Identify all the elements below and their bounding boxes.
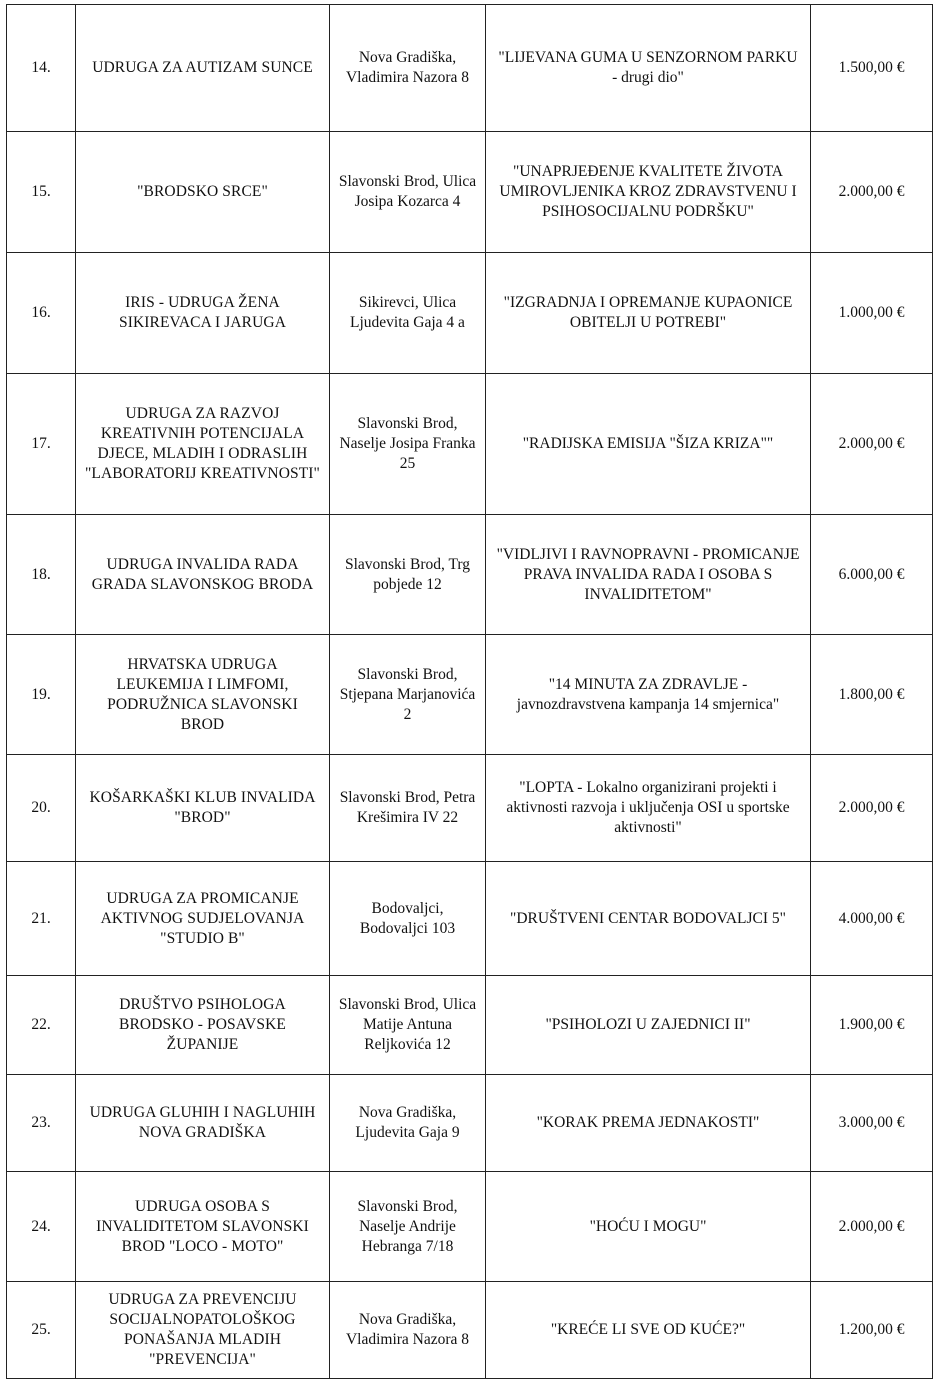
row-number: 16. [7, 253, 76, 374]
project-title: "DRUŠTVENI CENTAR BODOVALJCI 5" [486, 862, 811, 976]
project-title: "RADIJSKA EMISIJA "ŠIZA KRIZA"" [486, 374, 811, 515]
grant-amount: 2.000,00 € [811, 132, 933, 253]
grant-amount: 1.200,00 € [811, 1282, 933, 1379]
grant-amount: 1.500,00 € [811, 5, 933, 132]
row-number: 19. [7, 635, 76, 755]
grant-amount: 6.000,00 € [811, 515, 933, 635]
organization-address: Slavonski Brod, Naselje Josipa Franka 25 [330, 374, 486, 515]
row-number: 20. [7, 755, 76, 862]
project-title: "KORAK PREMA JEDNAKOSTI" [486, 1075, 811, 1172]
grant-amount: 3.000,00 € [811, 1075, 933, 1172]
grant-amount: 1.800,00 € [811, 635, 933, 755]
project-title: "KREĆE LI SVE OD KUĆE?" [486, 1282, 811, 1379]
grants-table-frame [6, 4, 932, 1379]
organization-name: UDRUGA GLUHIH I NAGLUHIH NOVA GRADIŠKA [76, 1075, 330, 1172]
organization-address: Slavonski Brod, Naselje Andrije Hebranga 7/18 [330, 1172, 486, 1282]
table-row [7, 635, 933, 755]
row-number: 18. [7, 515, 76, 635]
row-number: 23. [7, 1075, 76, 1172]
project-title: "LOPTA - Lokalno organizirani projekti i aktivnosti razvoja i uključenja OSI u sportske aktivnosti" [486, 755, 811, 862]
project-title: "14 MINUTA ZA ZDRAVLJE - javnozdravstvena kampanja 14 smjernica" [486, 635, 811, 755]
table-row [7, 1172, 933, 1282]
organization-name: UDRUGA ZA PROMICANJE AKTIVNOG SUDJELOVANJA "STUDIO B" [76, 862, 330, 976]
table-row [7, 862, 933, 976]
project-title: "IZGRADNJA I OPREMANJE KUPAONICE OBITELJI U POTREBI" [486, 253, 811, 374]
grant-amount: 2.000,00 € [811, 755, 933, 862]
table-row [7, 5, 933, 132]
row-number: 22. [7, 976, 76, 1075]
organization-name: IRIS - UDRUGA ŽENA SIKIREVACA I JARUGA [76, 253, 330, 374]
row-number: 14. [7, 5, 76, 132]
organization-name: UDRUGA ZA AUTIZAM SUNCE [76, 5, 330, 132]
organization-address: Nova Gradiška, Vladimira Nazora 8 [330, 5, 486, 132]
organization-address: Slavonski Brod, Stjepana Marjanovića 2 [330, 635, 486, 755]
row-number: 21. [7, 862, 76, 976]
organization-address: Bodovaljci, Bodovaljci 103 [330, 862, 486, 976]
project-title: "HOĆU I MOGU" [486, 1172, 811, 1282]
organization-address: Nova Gradiška, Vladimira Nazora 8 [330, 1282, 486, 1379]
row-number: 17. [7, 374, 76, 515]
organization-address: Slavonski Brod, Petra Krešimira IV 22 [330, 755, 486, 862]
project-title: "UNAPRJEĐENJE KVALITETE ŽIVOTA UMIROVLJENIKA KROZ ZDRAVSTVENU I PSIHOSOCIJALNU PODRŠKU" [486, 132, 811, 253]
grant-amount: 1.900,00 € [811, 976, 933, 1075]
organization-address: Slavonski Brod, Ulica Matije Antuna Reljkovića 12 [330, 976, 486, 1075]
grant-amount: 2.000,00 € [811, 374, 933, 515]
project-title: "LIJEVANA GUMA U SENZORNOM PARKU - drugi dio" [486, 5, 811, 132]
organization-address: Sikirevci, Ulica Ljudevita Gaja 4 a [330, 253, 486, 374]
row-number: 25. [7, 1282, 76, 1379]
grant-amount: 1.000,00 € [811, 253, 933, 374]
table-row [7, 755, 933, 862]
grant-amount: 4.000,00 € [811, 862, 933, 976]
organization-name: "BRODSKO SRCE" [76, 132, 330, 253]
organization-name: UDRUGA OSOBA S INVALIDITETOM SLAVONSKI BROD "LOCO - MOTO" [76, 1172, 330, 1282]
table-row [7, 515, 933, 635]
row-number: 15. [7, 132, 76, 253]
organization-name: HRVATSKA UDRUGA LEUKEMIJA I LIMFOMI, PODRUŽNICA SLAVONSKI BROD [76, 635, 330, 755]
grants-table [6, 4, 933, 1379]
organization-address: Slavonski Brod, Ulica Josipa Kozarca 4 [330, 132, 486, 253]
organization-name: UDRUGA ZA RAZVOJ KREATIVNIH POTENCIJALA DJECE, MLADIH I ODRASLIH "LABORATORIJ KREATIVNOSTI" [76, 374, 330, 515]
project-title: "VIDLJIVI I RAVNOPRAVNI - PROMICANJE PRAVA INVALIDA RADA I OSOBA S INVALIDITETOM" [486, 515, 811, 635]
organization-address: Slavonski Brod, Trg pobjede 12 [330, 515, 486, 635]
grant-amount: 2.000,00 € [811, 1172, 933, 1282]
table-row [7, 1075, 933, 1172]
organization-name: UDRUGA ZA PREVENCIJU SOCIJALNOPATOLOŠKOG PONAŠANJA MLADIH "PREVENCIJA" [76, 1282, 330, 1379]
table-row [7, 253, 933, 374]
organization-name: KOŠARKAŠKI KLUB INVALIDA "BROD" [76, 755, 330, 862]
organization-address: Nova Gradiška, Ljudevita Gaja 9 [330, 1075, 486, 1172]
organization-name: UDRUGA INVALIDA RADA GRADA SLAVONSKOG BRODA [76, 515, 330, 635]
table-row [7, 374, 933, 515]
project-title: "PSIHOLOZI U ZAJEDNICI II" [486, 976, 811, 1075]
table-row [7, 976, 933, 1075]
organization-name: DRUŠTVO PSIHOLOGA BRODSKO - POSAVSKE ŽUPANIJE [76, 976, 330, 1075]
row-number: 24. [7, 1172, 76, 1282]
table-row [7, 132, 933, 253]
table-row [7, 1282, 933, 1379]
